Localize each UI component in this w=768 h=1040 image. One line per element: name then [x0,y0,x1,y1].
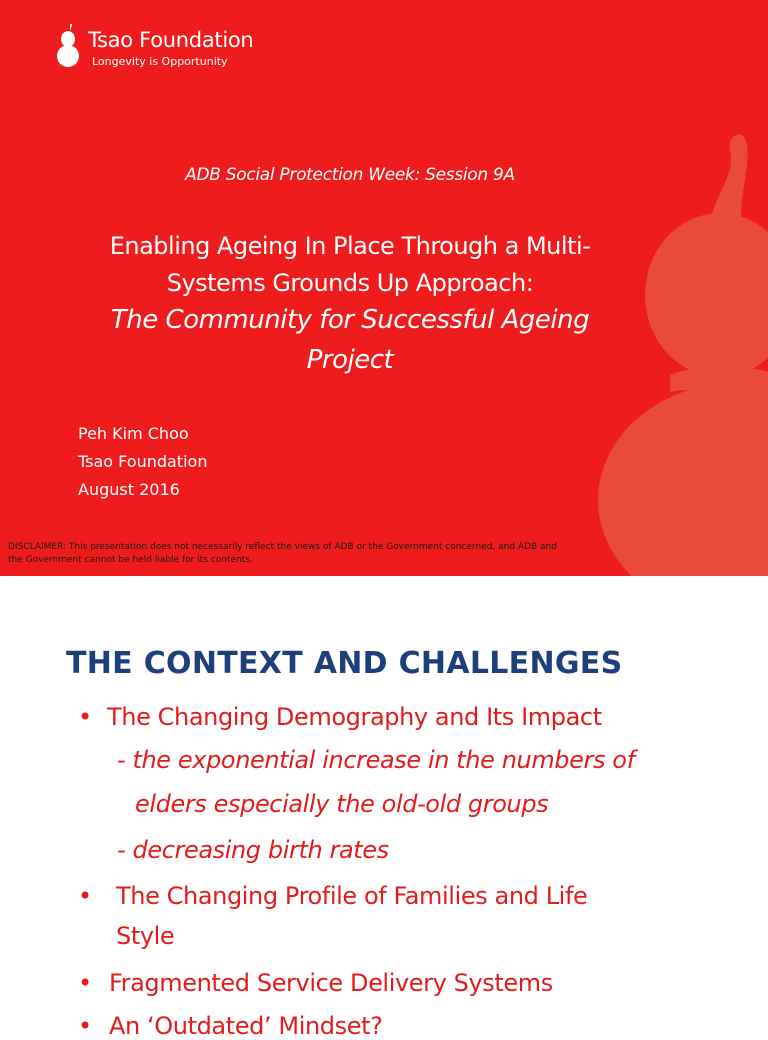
tsao-foundation-logo [56,22,256,72]
list-item-continuation: Style [116,922,175,950]
subtitle-line: Project [306,345,394,375]
logo-tagline: Longevity is Opportunity [92,55,228,68]
presenter-name: Peh Kim Choo [78,424,189,443]
list-item: The Changing Demography and Its Impact [107,703,602,731]
logo-name: Tsao Foundation [88,28,254,52]
list-item: An ‘Outdated’ Mindset? [109,1012,383,1040]
session-label: ADB Social Protection Week: Session 9A [185,165,515,185]
disclaimer [8,541,608,567]
context-slide [0,576,768,1040]
presentation-date: August 2016 [78,480,180,499]
bullet-marker: • [78,969,93,997]
sub-list-item: elders especially the old-old groups [135,790,549,818]
sub-list-item: - the exponential increase in the numbers of [117,746,635,774]
disclaimer-line: the Government cannot be held liable for its contents. [8,555,253,565]
bullet-marker: • [78,1012,93,1040]
disclaimer-line: DISCLAIMER: This presentation does not necessarily reflect the views of ADB or the Government concerned, and ADB and [8,542,557,552]
bullet-marker: • [78,703,93,731]
presenter-block [78,420,207,504]
presentation-subtitle [60,300,640,380]
list-item: The Changing Profile of Families and Life [116,882,588,910]
presenter-org: Tsao Foundation [78,452,208,471]
list-item: Fragmented Service Delivery Systems [109,969,553,997]
title-line: Enabling Ageing In Place Through a Multi- [109,232,591,260]
subtitle-line: The Community for Successful Ageing [110,305,590,335]
title-line: Systems Grounds Up Approach: [166,269,534,297]
bullet-marker: • [78,882,93,910]
presentation-title [60,228,640,302]
slide-title: THE CONTEXT AND CHALLENGES [66,646,623,681]
sub-list-item: - decreasing birth rates [117,836,389,864]
gourd-logo-icon [56,22,82,68]
